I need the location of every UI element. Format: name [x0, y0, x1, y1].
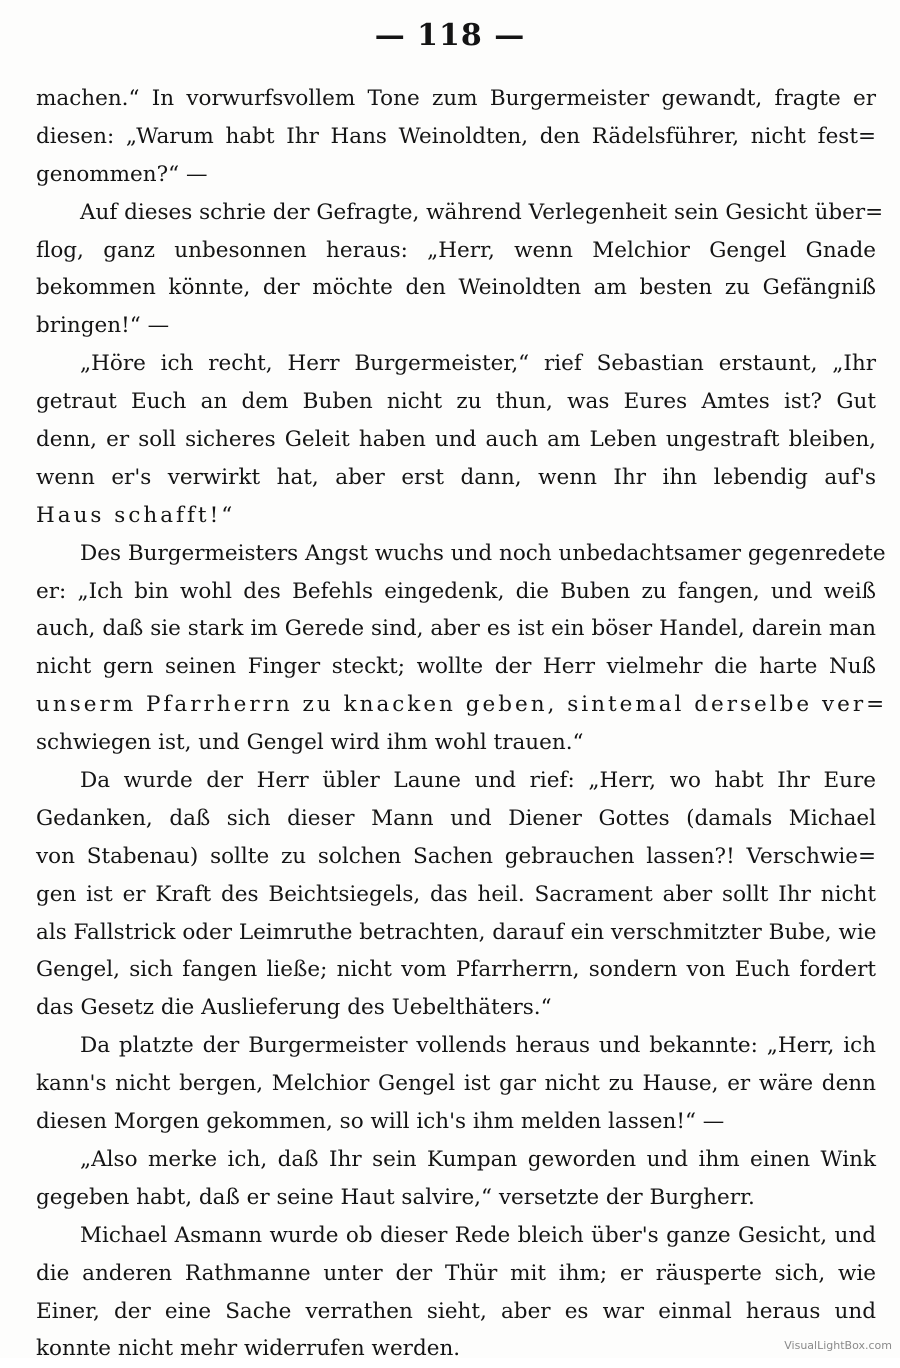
paragraph-start-line: Da platzte der Burgermeister vollends heraus und bekannte: „Herr, ich: [80, 1033, 876, 1059]
text-line: wenn er's verwirkt hat, aber erst dann, wenn Ihr ihn lebendig auf's: [36, 464, 876, 490]
text-line: Haus schafft!“: [36, 502, 236, 528]
text-line: kann's nicht bergen, Melchior Gengel ist gar nicht zu Hause, er wäre denn: [36, 1071, 876, 1097]
paragraph-start-line: Des Burgermeisters Angst wuchs und noch unbedachtsamer gegenredete: [80, 540, 886, 566]
text-line: Einer, der eine Sache verrathen sieht, aber es war einmal heraus und: [36, 1298, 876, 1324]
text-line: er: „Ich bin wohl des Befehls eingedenk, die Buben zu fangen, und weiß: [36, 578, 876, 604]
text-line: denn, er soll sicheres Geleit haben und auch am Leben ungestraft bleiben,: [36, 427, 876, 453]
text-line: bringen!“ —: [36, 313, 170, 339]
page-number: — 118 —: [374, 18, 526, 53]
paragraph-start-line: „Höre ich recht, Herr Burgermeister,“ rief Sebastian erstaunt, „Ihr: [80, 351, 876, 377]
body-text: [36, 80, 888, 1368]
text-line: Gedanken, daß sich dieser Mann und Diener Gottes (damals Michael: [36, 805, 876, 831]
text-line: unserm Pfarrherrn zu knacken geben, sintemal derselbe ver=: [36, 692, 888, 718]
paragraph-start-line: Da wurde der Herr übler Laune und rief: „Herr, wo habt Ihr Eure: [80, 768, 876, 794]
text-line: schwiegen ist, und Gengel wird ihm wohl trauen.“: [36, 730, 584, 756]
text-line: die anderen Rathmanne unter der Thür mit ihm; er räusperte sich, wie: [36, 1260, 876, 1286]
text-line: genommen?“ —: [36, 161, 208, 187]
text-line: getraut Euch an dem Buben nicht zu thun, was Eures Amtes ist? Gut: [36, 389, 876, 415]
paragraph-start-line: Auf dieses schrie der Gefragte, während Verlegenheit sein Gesicht über=: [80, 199, 884, 225]
text-line: nicht gern seinen Finger steckt; wollte der Herr vielmehr die harte Nuß: [36, 654, 876, 680]
text-line: gen ist er Kraft des Beichtsiegels, das heil. Sacrament aber sollt Ihr nicht: [36, 881, 876, 907]
text-line: das Gesetz die Auslieferung des Uebelthäters.“: [36, 995, 552, 1021]
watermark: VisualLightBox.com: [784, 1339, 892, 1352]
text-line: auch, daß sie stark im Gerede sind, aber es ist ein böser Handel, darein man: [36, 616, 876, 642]
paragraph-start-line: „Also merke ich, daß Ihr sein Kumpan geworden und ihm einen Wink: [80, 1146, 876, 1172]
text-line: bekommen könnte, der möchte den Weinoldten am besten zu Gefängniß: [36, 275, 876, 301]
text-line: als Fallstrick oder Leimruthe betrachten, darauf ein verschmitzter Bube, wie: [36, 919, 877, 945]
paragraph-start-line: Michael Asmann wurde ob dieser Rede bleich über's ganze Gesicht, und: [80, 1222, 876, 1248]
text-line: gegeben habt, daß er seine Haut salvire,“ versetzte der Burgherr.: [36, 1184, 755, 1210]
text-line: diesen: „Warum habt Ihr Hans Weinoldten, den Rädelsführer, nicht fest=: [36, 123, 876, 149]
text-line: konnte nicht mehr widerrufen werden.: [36, 1336, 461, 1362]
text-line: machen.“ In vorwurfsvollem Tone zum Burgermeister gewandt, fragte er: [36, 86, 876, 111]
text-line: Gengel, sich fangen ließe; nicht vom Pfarrherrn, sondern von Euch fordert: [36, 957, 876, 983]
text-line: flog, ganz unbesonnen heraus: „Herr, wenn Melchior Gengel Gnade: [36, 237, 876, 263]
text-line: von Stabenau) sollte zu solchen Sachen gebrauchen lassen?! Verschwie=: [36, 843, 876, 869]
text-line: diesen Morgen gekommen, so will ich's ihm melden lassen!“ —: [36, 1109, 725, 1135]
